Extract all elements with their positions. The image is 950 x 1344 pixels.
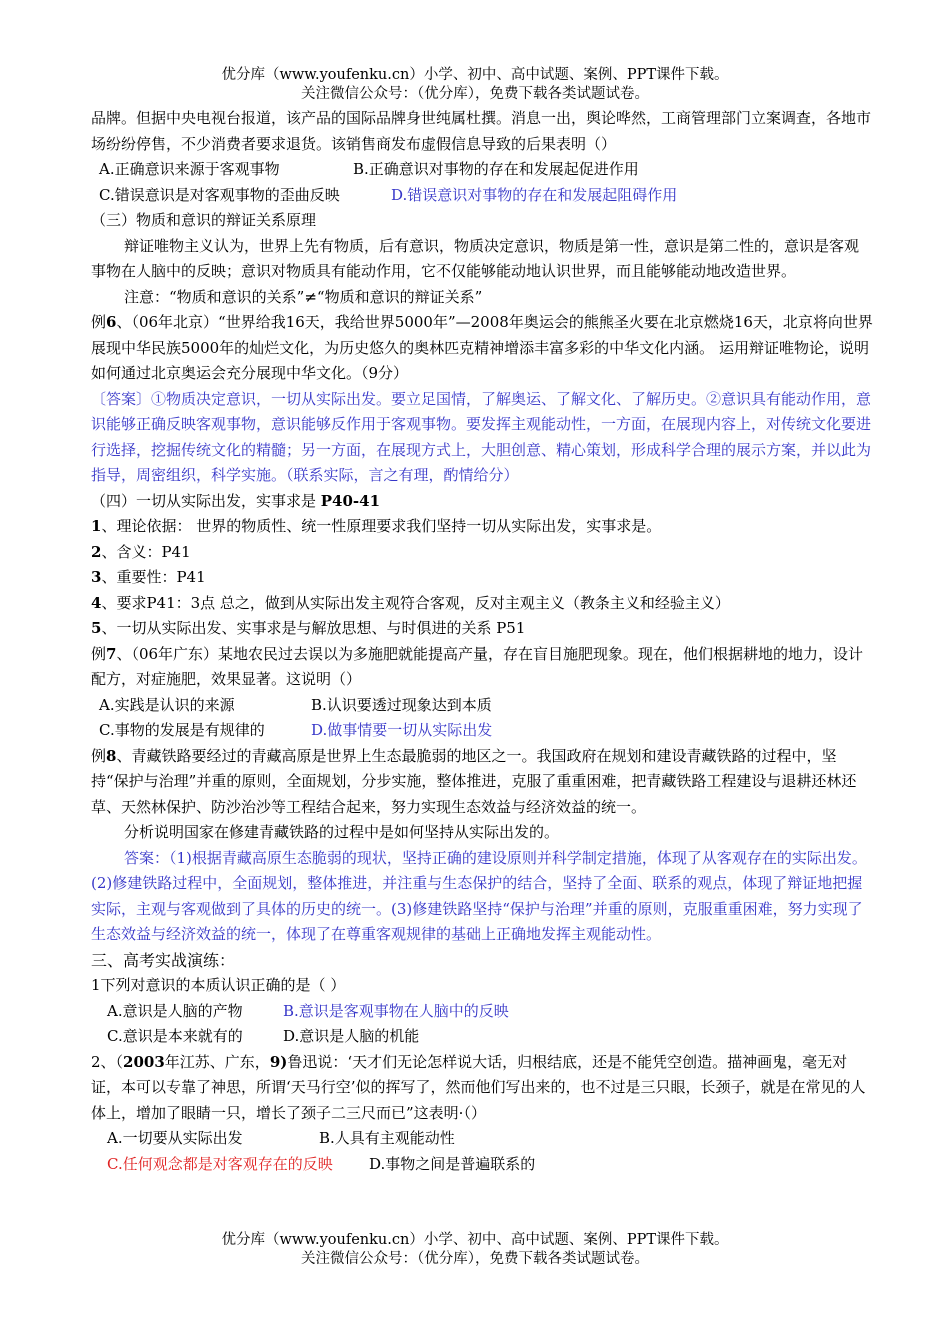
practice-q1-options-row-1 (91, 999, 873, 1025)
page-header (0, 66, 950, 104)
example-8-answer: 答案：（1)根据青藏高原生态脆弱的现状，坚持正确的建设原则并科学制定措施，体现了从客观存在的实际出发。(2)修建铁路过程中，全面规划，整体推进，并注重与生态保护的结合，坚持了全面、联系的观点，体现了辩证地把握实际，主观与客观做到了具体的历史的统一。(3)修建铁路坚持“保护与治理”并重的原则，克服重重困难，努力实现了生态效益与经济效益的统一，体现了在尊重客观规律的基础上正确地发挥主观能动性。 (91, 848, 867, 943)
example-7: 例7、（06年广东）某地农民过去误以为多施肥就能提高产量，存在盲目施肥现象。现在，他们根据耕地的地力，设计配方，对症施肥，效果显著。这说明（） (91, 644, 864, 688)
q5-option-d: D.错误意识对事物的存在和发展起阻碍作用 (391, 185, 678, 204)
list-item-5: 5、一切从实际出发、实事求是与解放思想、与时俱进的关系 P51 (91, 619, 526, 637)
q7-options-row-1 (91, 693, 873, 719)
example-6-label: 例 (91, 313, 107, 331)
q7-option-d: D.做事情要一切从实际出发 (311, 721, 493, 739)
practice-q2: 2、（2003年江苏、广东，9)鲁迅说：‘天才们无论怎样说大话，归根结底，还是不能凭空创造。描神画鬼，毫无对证，本可以专靠了神思，所谓‘天马行空’似的挥写了，然而他们写出来的，也不过是三只眼，长颈子，就是在常见的人体上，增加了眼睛一只，增长了颈子二三尺而已”这表明·（） (91, 1052, 866, 1122)
section-4-title: （四）一切从实际出发，实事求是 P40-41 (91, 491, 381, 510)
example-6-answer: 〔答案〕①物质决定意识，一切从实际出发。要立足国情，了解奥运、了解文化、了解历史。②意识具有能动作用，意识能够正确反映客观事物，意识能够反作用于客观事物。要发挥主观能动性，一方面，在展现内容上，对传统文化要进行选择，挖掘传统文化的精髓；另一方面，在展现方式上，大胆创意、精心策划，形成科学合理的展示方案，并以此为指导，周密组织，科学实施。（联系实际，言之有理，酌情给分） (91, 389, 872, 484)
practice-section-title: 三、高考实战演练： (91, 950, 236, 970)
section-3-title: （三）物质和意识的辩证关系原理 (91, 211, 317, 229)
q5-option-c: C.错误意识是对客观事物的歪曲反映 (99, 185, 340, 204)
q5-options-row-1 (91, 157, 873, 183)
practice-q1-option-b: B.意识是客观事物在人脑中的反映 (283, 1001, 509, 1020)
practice-q1: 1下列对意识的本质认识正确的是（ ） (91, 976, 346, 994)
example-8: 例8、青藏铁路要经过的青藏高原是世界上生态最脆弱的地区之一。我国政府在规划和建设青藏铁路的过程中，坚持“保护与治理”并重的原则，全面规划，分步实施，整体推进，克服了重重困难，把青藏铁路工程建设与退耕还林还草、天然林保护、防沙治沙等工程结合起来，努力实现生态效益与经济效益的统一。 (91, 746, 857, 816)
header-line-1: 优分库（www.youfenku.cn）小学、初中、高中试题、案例、PPT课件下载。 (221, 67, 729, 83)
practice-q1-options-row-2 (91, 1024, 873, 1050)
q7-option-a: A.实践是认识的来源 (99, 695, 235, 714)
practice-q2-options-row-1 (91, 1126, 873, 1152)
example-6-number: 6 (106, 313, 117, 331)
section-3-text: 辩证唯物主义认为，世界上先有物质，后有意识，物质决定意识，物质是第一性，意识是第二性的，意识是客观事物在人脑中的反映；意识对物质具有能动作用，它不仅能够能动地认识世界，而且能够能动地改造世界。 (91, 236, 860, 280)
practice-q2-option-a: A.一切要从实际出发 (107, 1129, 243, 1147)
q7-option-c: C.事物的发展是有规律的 (99, 721, 265, 739)
intro-text: 品牌。但据中央电视台报道，该产品的国际品牌身世纯属杜撰。消息一出，舆论哗然，工商管理部门立案调查，各地市场纷纷停售，不少消费者要求退货。该销售商发布虚假信息导致的后果表明（） (91, 109, 872, 153)
footer-line-2: 关注微信公众号：（优分库），免费下载各类试题试卷。 (301, 1251, 649, 1267)
q5-option-a: A.正确意识来源于客观事物 (99, 160, 280, 178)
practice-q2-option-b: B.人具有主观能动性 (319, 1129, 455, 1147)
q5-options-row-2 (91, 183, 873, 209)
page-footer (0, 1231, 950, 1269)
section-4-page: P40-41 (320, 491, 381, 510)
header-line-2: 关注微信公众号：（优分库），免费下载各类试题试卷。 (301, 86, 649, 102)
practice-q2-option-c: C.任何观念都是对客观存在的反映 (107, 1154, 333, 1173)
example-8-question: 分析说明国家在修建青藏铁路的过程中是如何坚持从实际出发的。 (124, 823, 560, 841)
list-item-4: 4、要求P41：3点 总之，做到从实际出发主观符合客观，反对主观主义（教条主义和经验主义） (91, 593, 730, 612)
practice-q2-option-d: D.事物之间是普遍联系的 (369, 1154, 536, 1173)
practice-q1-option-a: A.意识是人脑的产物 (107, 1001, 243, 1020)
list-item-3: 3、重要性：P41 (91, 568, 206, 586)
example-6-text: 、（06年北京）“世界给我16天，我给世界5000年”—2008年奥运会的熊熊圣火要在北京燃烧16天，北京将向世界展现中华民族5000年的灿烂文化，为历史悠久的奥林匹克精神增添丰富多彩的中华文化内涵。 运用辩证唯物论，说明如何通过北京奥运会充分展现中华文化。（9分） (91, 313, 873, 382)
practice-q1-option-d: D.意识是人脑的机能 (283, 1027, 420, 1045)
list-item-1: 1、理论依据： 世界的物质性、统一性原理要求我们坚持一切从实际出发，实事求是。 (91, 517, 662, 535)
q5-option-b: B.正确意识对事物的存在和发展起促进作用 (353, 160, 639, 178)
practice-q2-options-row-2 (91, 1152, 873, 1178)
q7-option-b: B.认识要透过现象达到本质 (311, 695, 492, 714)
example-6 (91, 310, 873, 387)
practice-q1-option-c: C.意识是本来就有的 (107, 1027, 243, 1045)
q7-options-row-2 (91, 718, 873, 744)
section-3-note: 注意：“物质和意识的关系”≠“物质和意识的辩证关系” (124, 287, 483, 306)
document-body (91, 106, 873, 1177)
list-item-2: 2、含义：P41 (91, 542, 191, 561)
footer-line-1: 优分库（www.youfenku.cn）小学、初中、高中试题、案例、PPT课件下载。 (221, 1232, 729, 1248)
